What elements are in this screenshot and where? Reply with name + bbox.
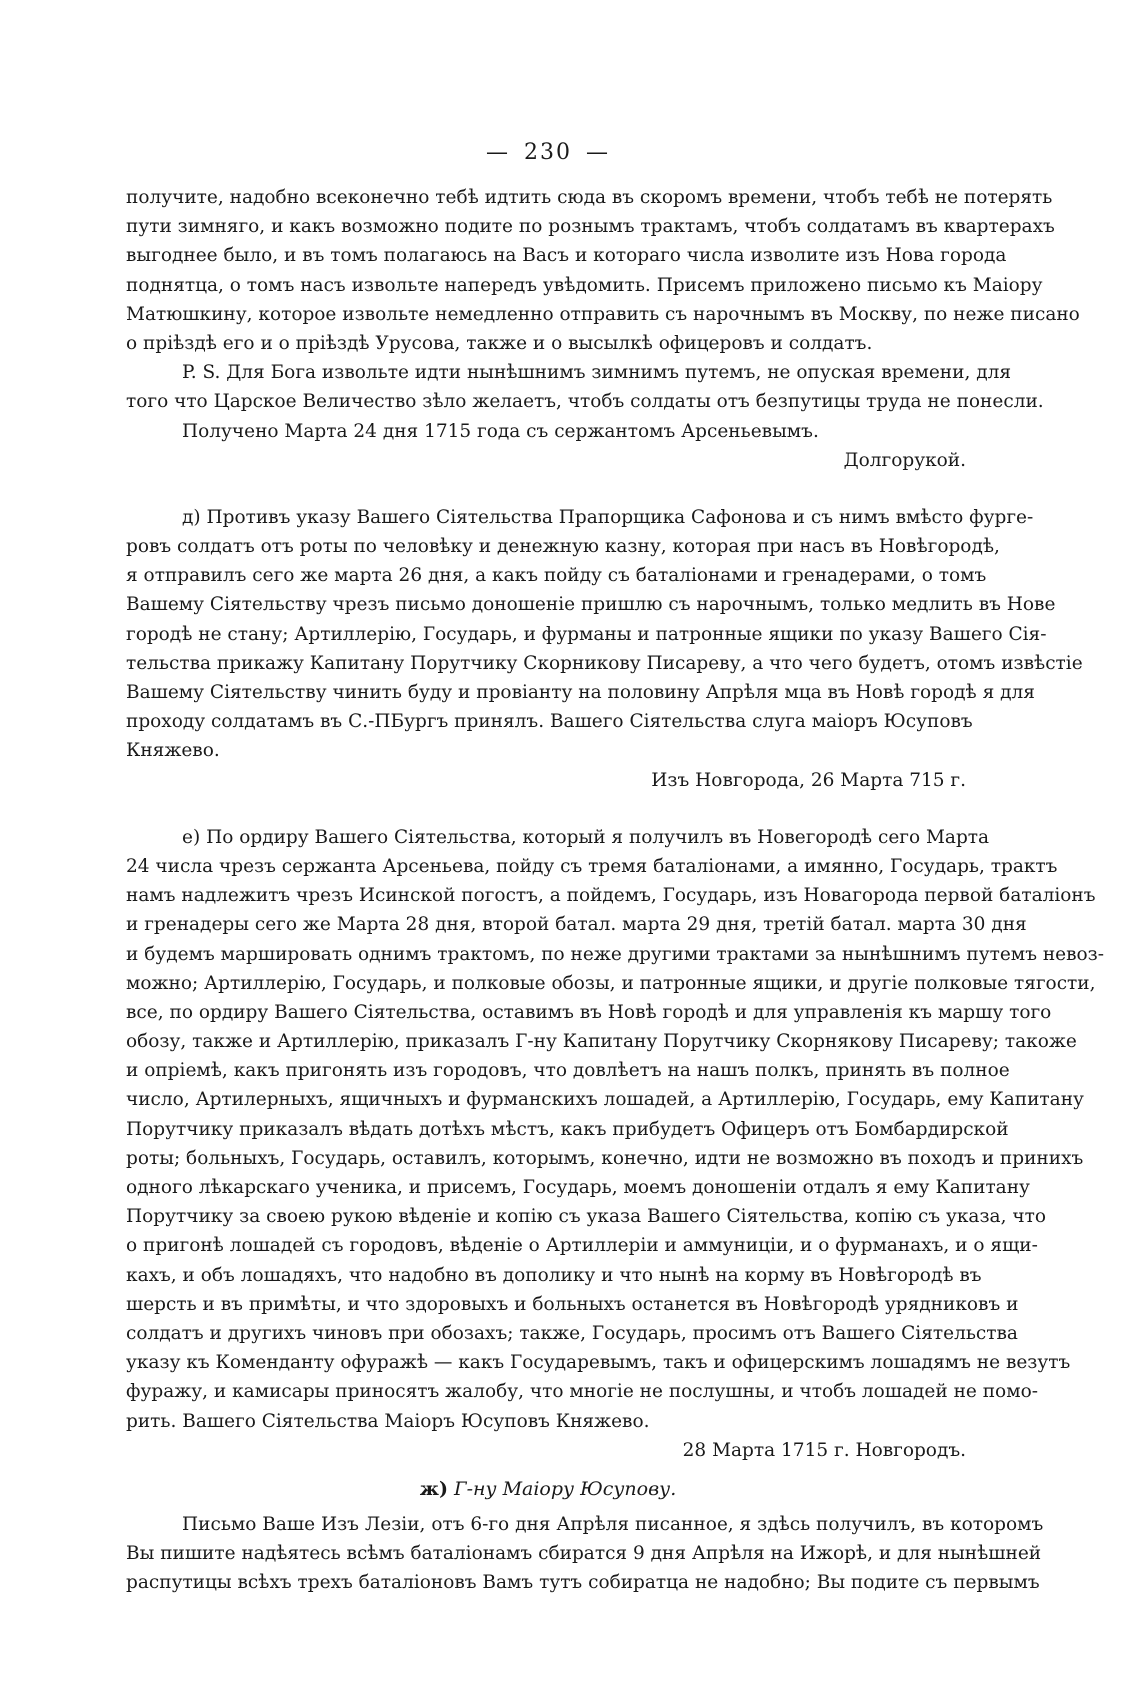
letter-continuation: [126, 183, 1080, 475]
page-number-dash-left: —: [486, 140, 510, 165]
text-line: и опріемѣ, какъ пригонять изъ городовъ, что довлѣетъ на нашъ полкъ, принять въ полное: [126, 1060, 1010, 1082]
text-line: и гренадеры сего же Марта 28 дня, второй батал. марта 29 дня, третій батал. марта 30 дня: [126, 914, 1027, 936]
signature: Долгорукой.: [843, 449, 966, 471]
text-line: распутицы всѣхъ трехъ баталіоновъ Вамъ тутъ собиратца не надобно; Вы подите съ первымъ: [126, 1572, 1040, 1594]
text-line: выгоднее было, и въ томъ полагаюсь на Васъ и котораго числа изволите изъ Нова города: [126, 245, 1007, 267]
text-line-with-marker: [126, 823, 990, 852]
text-line: о пріѣздѣ его и о пріѣздѣ Урусова, также и о высылкѣ офицеровъ и солдатъ.: [126, 332, 873, 354]
text-line: все, по ордиру Вашего Сіятельства, оставимъ въ Новѣ городѣ и для управленія къ маршу того: [126, 1001, 1052, 1023]
text-line-with-marker: [126, 503, 1034, 532]
place-date: 28 Марта 1715 г. Новгородъ.: [682, 1439, 966, 1461]
page-number-dash-right: —: [586, 140, 610, 165]
text-line: солдатъ и другихъ чиновъ при обозахъ; также, Государь, просимъ отъ Вашего Сіятельства: [126, 1322, 1018, 1344]
text-line: ровъ солдатъ отъ роты по человѣку и денежную казну, которая при насъ въ Новѣгородѣ,: [126, 536, 1000, 558]
text-line: намъ надлежитъ чрезъ Исинской погостъ, а пойдемъ, Государь, изъ Новагорода первой баталіонъ: [126, 885, 1096, 907]
letter-e: [126, 823, 1105, 1465]
text-line: о пригонѣ лошадей съ городовъ, вѣденіе о Артиллеріи и аммуниціи, и о фурманахъ, и о ящи-: [126, 1235, 1038, 1257]
text-line: я отправилъ сего же марта 26 дня, а какъ пойду съ баталіонами и гренадерами, о томъ: [126, 565, 987, 587]
text-line: указу къ Коменданту офуражѣ — какъ Государевымъ, такъ и офицерскимъ лошадямъ не везутъ: [126, 1352, 1071, 1374]
text-line: Противъ указу Вашего Сіятельства Прапорщика Сафонова и съ нимъ вмѣсто фурге-: [206, 506, 1034, 528]
section-marker: е): [182, 826, 201, 848]
place-date: Изъ Новгорода, 26 Марта 715 г.: [651, 769, 966, 791]
text-line: Княжево.: [126, 740, 220, 762]
text-line: Порутчику за своею рукою вѣденіе и копію съ указа Вашего Сіятельства, копію съ указа, что: [126, 1206, 1046, 1228]
text-line: Вашему Сіятельству чрезъ письмо доношеніе пришлю съ нарочнымъ, только медлить въ Нове: [126, 594, 1056, 616]
text-line: тельства прикажу Капитану Порутчику Скорникову Писареву, а что чего будетъ, отомъ извѣстіе: [126, 652, 1083, 674]
letter-zh: [126, 1475, 1044, 1598]
text-line: одного лѣкарскаго ученика, и присемъ, Государь, моемъ доношеніи отдалъ я ему Капитану: [126, 1177, 1030, 1198]
text-line: городѣ не стану; Артиллерію, Государь, и фурманы и патронные ящики по указу Вашего Сія-: [126, 623, 1047, 645]
text-line: кахъ, и объ лошадяхъ, что надобно въ дополику и что нынѣ на корму въ Новѣгородѣ въ: [126, 1264, 982, 1286]
text-line: можно; Артиллерію, Государь, и полковые обозы, и патронные ящики, и другіе полковые тягости,: [126, 972, 1096, 994]
text-line: число, Артилерныхъ, ящичныхъ и фурманскихъ лошадей, а Артиллерію, Государь, ему Капитану: [126, 1089, 1084, 1111]
text-line: Вашему Сіятельству чинить буду и провіанту на половину Апрѣля мца въ Новѣ городѣ я для: [126, 682, 1035, 703]
text-line: поднятца, о томъ насъ извольте напередъ увѣдомить. Присемъ приложено письмо къ Маіору: [126, 274, 1043, 296]
text-line: Порутчику приказалъ вѣдать дотѣхъ мѣстъ, какъ прибудетъ Офицеръ отъ Бомбардирской: [126, 1118, 1009, 1140]
text-line: Письмо Ваше Изъ Лезіи, отъ 6-го дня Апрѣля писанное, я здѣсь получилъ, въ которомъ: [182, 1513, 1044, 1535]
text-line: и будемъ маршировать однимъ трактомъ, по неже другими трактами за нынѣшнимъ путемъ невоз-: [126, 943, 1105, 965]
page-number-value: 230: [524, 140, 572, 165]
section-marker: ж): [419, 1477, 448, 1500]
text-line: роты; больныхъ, Государь, оставилъ, которымъ, конечно, идти не возможно въ походъ и приниxъ: [126, 1147, 1084, 1169]
text-line: По ордиру Вашего Сіятельства, который я получилъ въ Новегородѣ сего Марта: [206, 826, 990, 848]
text-line: шерсть и въ примѣты, и что здоровыхъ и больныхъ останется въ Новѣгородѣ урядниковъ и: [126, 1293, 1019, 1315]
text-line: проходу солдатамъ въ С.-ПБургъ принялъ. Вашего Сіятельства слуга маіоръ Юсуповъ: [126, 711, 973, 733]
text-line: Вы пишите надѣятесь всѣмъ баталіонамъ сбиратся 9 дня Апрѣля на Ижорѣ, и для нынѣшней: [126, 1543, 1042, 1565]
text-line: Матюшкину, которое извольте немедленно отправить съ нарочнымъ въ Москву, по неже писано: [126, 303, 1080, 325]
text-line: обозу, также и Артиллерію, приказалъ Г-ну Капитану Порутчику Скорнякову Писареву; такоже: [126, 1031, 1077, 1053]
postscript-line: P. S. Для Бога извольте идти нынѣшнимъ зимнимъ путемъ, не опуская времени, для: [182, 362, 1012, 384]
text-line: 24 числа чрезъ сержанта Арсеньева, пойду съ тремя баталіонами, а имянно, Государь, трактъ: [126, 855, 1058, 877]
text-line: рить. Вашего Сіятельства Маіоръ Юсуповъ Княжево.: [126, 1410, 650, 1432]
section-heading: [126, 1475, 970, 1504]
document-page: [126, 140, 1105, 1597]
section-marker: д): [182, 506, 201, 528]
heading-text: Г-ну Маіору Юсупову.: [454, 1477, 677, 1500]
page-number: [126, 140, 970, 165]
text-line: получите, надобно всеконечно тебѣ идтить сюда въ скоромъ времени, чтобъ тебѣ не потерять: [126, 187, 1053, 208]
letter-d: [126, 503, 1083, 795]
postscript-line: того что Царское Величество зѣло желаетъ, чтобъ солдаты отъ безпутицы труда не понесли.: [126, 391, 1044, 413]
received-note: Получено Марта 24 дня 1715 года съ сержантомъ Арсеньевымъ.: [182, 420, 819, 442]
text-line: пути зимняго, и какъ возможно подите по рознымъ трактамъ, чтобъ солдатамъ въ квартерахъ: [126, 216, 1055, 238]
text-line: фуражу, и камисары приносятъ жалобу, что многіе не послушны, и чтобъ лошадей не помо-: [126, 1381, 1038, 1403]
